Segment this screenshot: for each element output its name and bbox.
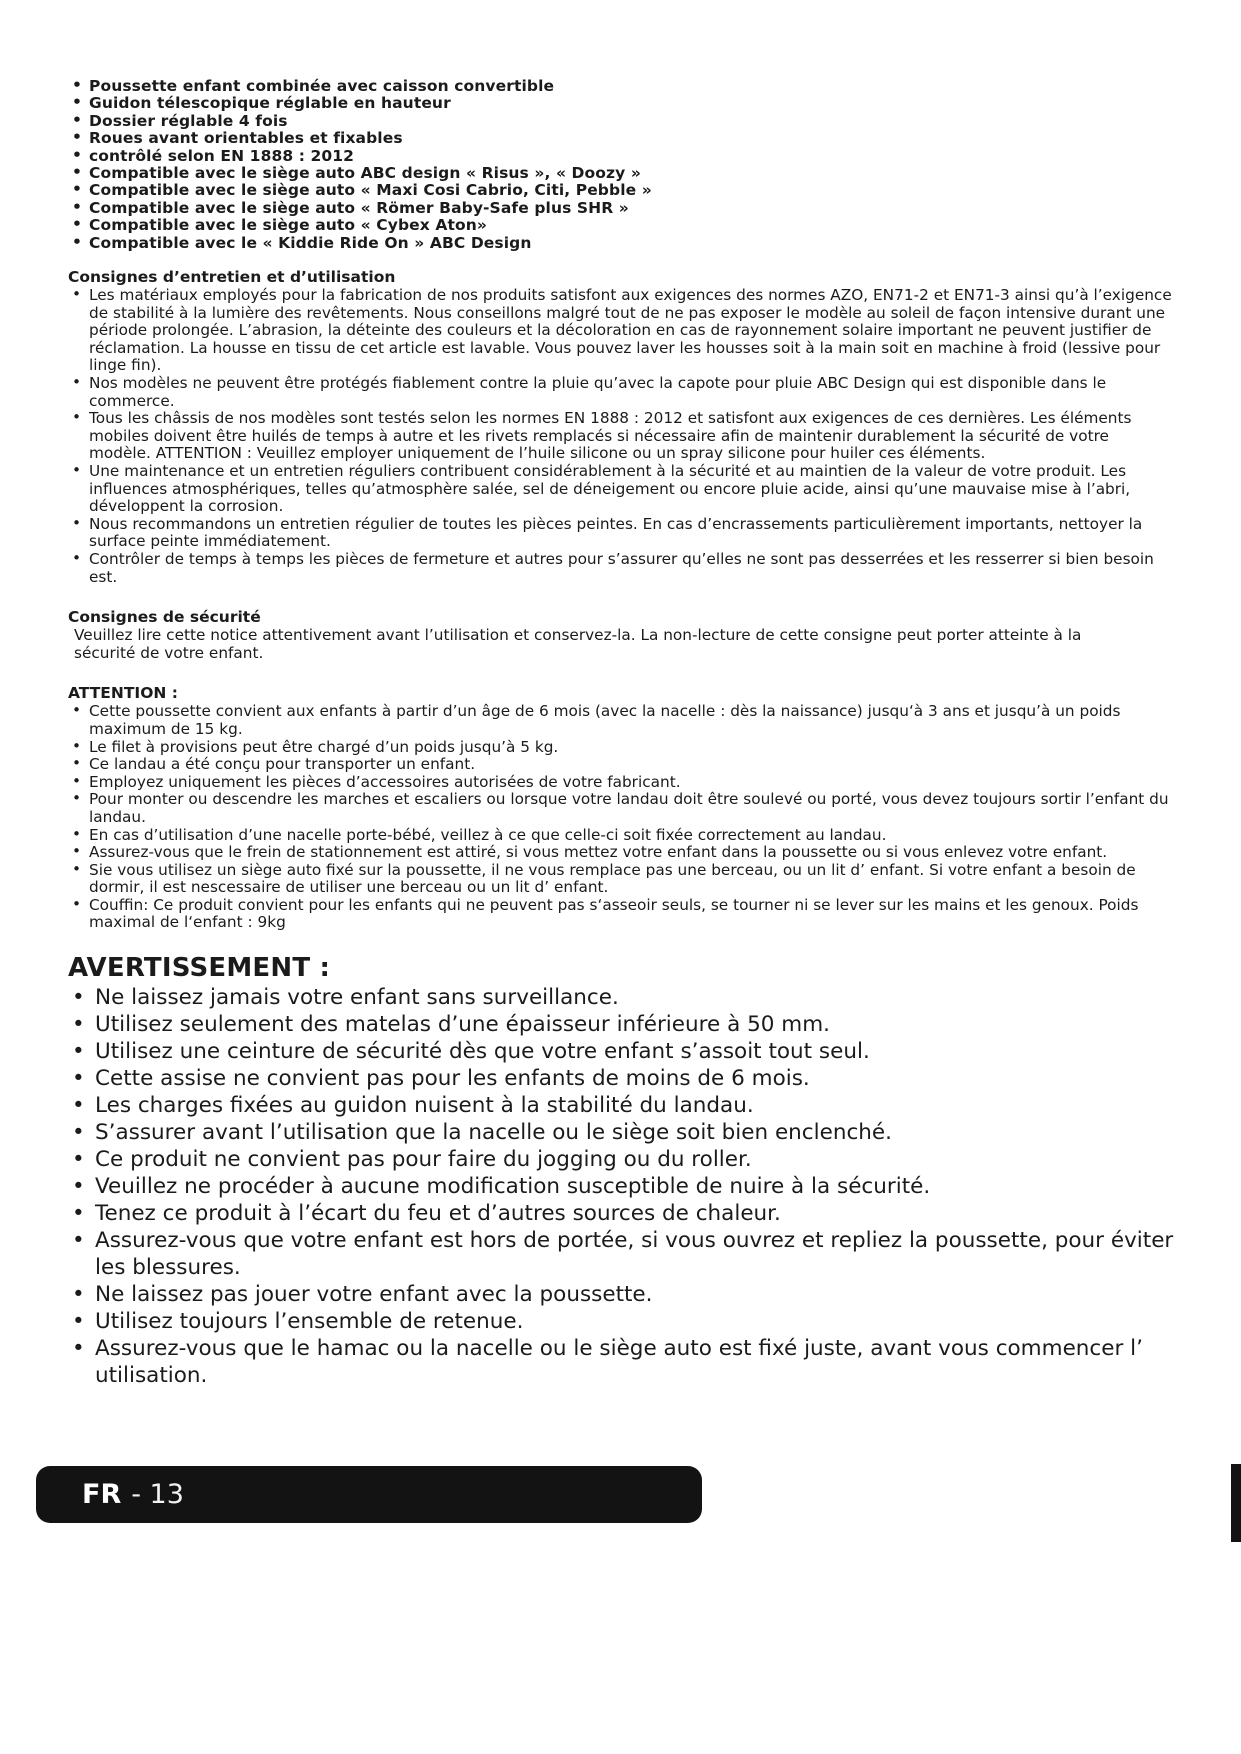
attention-item: • Employez uniquement les pièces d’accessoires autorisées de votre fabricant.	[68, 774, 1175, 792]
feature-item: • Compatible avec le siège auto « Römer Baby-Safe plus SHR »	[68, 200, 1175, 217]
feature-item: • Poussette enfant combinée avec caisson convertible	[68, 78, 1175, 95]
warning-item: • Ne laissez jamais votre enfant sans surveillance.	[68, 984, 1175, 1011]
maintenance-item: • Tous les châssis de nos modèles sont testés selon les normes EN 1888 : 2012 et satisfont aux exigences de ces dernières. Les éléments mobiles doivent être huilés de temps à autre et les rivets remplacés si nécessaire afin de maintenir durablement la sécurité de votre modèle. ATTENTION : Veuillez employer uniquement de l’huile silicone ou un spray silicone pour huiler ces éléments.	[68, 410, 1175, 463]
feature-item: • Roues avant orientables et fixables	[68, 130, 1175, 147]
feature-list	[68, 78, 1175, 252]
warning-item: • Cette assise ne convient pas pour les enfants de moins de 6 mois.	[68, 1065, 1175, 1092]
footer-language-code: FR	[82, 1479, 122, 1510]
warning-section-heading: AVERTISSEMENT :	[68, 953, 331, 984]
warning-item: • Utilisez toujours l’ensemble de retenue.	[68, 1308, 1175, 1335]
warning-item: • Utilisez une ceinture de sécurité dès que votre enfant s’assoit tout seul.	[68, 1038, 1175, 1065]
maintenance-item: • Contrôler de temps à temps les pièces de fermeture et autres pour s’assurer qu’elles ne sont pas desserrées et les resserrer si bien besoin est.	[68, 551, 1175, 586]
feature-item: • Dossier réglable 4 fois	[68, 113, 1175, 130]
warning-item: • Tenez ce produit à l’écart du feu et d’autres sources de chaleur.	[68, 1200, 1175, 1227]
warning-item: • Ne laissez pas jouer votre enfant avec la poussette.	[68, 1281, 1175, 1308]
attention-item: • Pour monter ou descendre les marches et escaliers ou lorsque votre landau doit être soulevé ou porté, vous devez toujours sortir l’enfant du landau.	[68, 791, 1175, 826]
warning-item: • Les charges fixées au guidon nuisent à la stabilité du landau.	[68, 1092, 1175, 1119]
warning-list	[68, 984, 1175, 1389]
attention-item: • Le filet à provisions peut être chargé d’un poids jusqu’à 5 kg.	[68, 739, 1175, 757]
maintenance-item: • Les matériaux employés pour la fabrication de nos produits satisfont aux exigences des normes AZO, EN71-2 et EN71-3 ainsi qu’à l’exigence de stabilité à la lumière des revêtements. Nous conseillons malgré tout de ne pas exposer le modèle au soleil de façon intensive durant une période prolongée. L’abrasion, la déteinte des couleurs et la décoloration en cas de rayonnement solaire important ne peuvent justifier de réclamation. La housse en tissu de cet article est lavable. Vous pouvez laver les housses soit à la main soit en machine à froid (lessive pour linge fin).	[68, 287, 1175, 375]
feature-item: • contrôlé selon EN 1888 : 2012	[68, 148, 1175, 165]
safety-section-heading: Consignes de sécurité	[68, 608, 261, 627]
warning-item: • Assurez-vous que le hamac ou la nacelle ou le siège auto est fixé juste, avant vous commencer l’ utilisation.	[68, 1335, 1175, 1389]
attention-item: • Couffin: Ce produit convient pour les enfants qui ne peuvent pas s‘asseoir seuls, se tourner ni se lever sur les mains et les genoux. Poids maximal de l‘enfant : 9kg	[68, 897, 1175, 932]
warning-item: • S’assurer avant l’utilisation que la nacelle ou le siège soit bien enclenché.	[68, 1119, 1175, 1146]
feature-item: • Compatible avec le siège auto ABC design « Risus », « Doozy »	[68, 165, 1175, 182]
maintenance-item: • Nos modèles ne peuvent être protégés fiablement contre la pluie qu’avec la capote pour pluie ABC Design qui est disponible dans le commerce.	[68, 375, 1175, 410]
maintenance-section-heading: Consignes d’entretien et d’utilisation	[68, 268, 396, 287]
attention-item: • En cas d’utilisation d’une nacelle porte-bébé, veillez à ce que celle-ci soit fixée correctement au landau.	[68, 827, 1175, 845]
maintenance-item: • Une maintenance et un entretien réguliers contribuent considérablement à la sécurité et au maintien de la valeur de votre produit. Les influences atmosphériques, telles qu’atmosphère salée, sel de déneigement ou encore pluie acide, ainsi qu’une mauvaise mise à l’abri, développent la corrosion.	[68, 463, 1175, 516]
footer-page-bar	[36, 1466, 702, 1523]
attention-section-heading: ATTENTION :	[68, 684, 178, 703]
footer-page-number: - 13	[131, 1479, 184, 1510]
attention-item: • Cette poussette convient aux enfants à partir d’un âge de 6 mois (avec la nacelle : dès la naissance) jusqu‘à 3 ans et jusqu’à un poids maximum de 15 kg.	[68, 703, 1175, 738]
maintenance-list	[68, 287, 1175, 586]
feature-item: • Compatible avec le siège auto « Cybex Aton»	[68, 217, 1175, 234]
warning-item: • Utilisez seulement des matelas d’une épaisseur inférieure à 50 mm.	[68, 1011, 1175, 1038]
attention-list	[68, 703, 1175, 932]
warning-item: • Ce produit ne convient pas pour faire du jogging ou du roller.	[68, 1146, 1175, 1173]
attention-item: • Sie vous utilisez un siège auto fixé sur la poussette, il ne vous remplace pas une berceau, ou un lit d’ enfant. Si votre enfant a besoin de dormir, il est nescessaire de utiliser une berceau ou un lit d’ enfant.	[68, 862, 1175, 897]
feature-item: • Compatible avec le siège auto « Maxi Cosi Cabrio, Citi, Pebble »	[68, 182, 1175, 199]
warning-item: • Assurez-vous que votre enfant est hors de portée, si vous ouvrez et repliez la poussette, pour éviter les blessures.	[68, 1227, 1175, 1281]
attention-item: • Ce landau a été conçu pour transporter un enfant.	[68, 756, 1175, 774]
attention-item: • Assurez-vous que le frein de stationnement est attiré, si vous mettez votre enfant dans la poussette ou si vous enlevez votre enfant.	[68, 844, 1175, 862]
page-edge-mark	[1231, 1464, 1241, 1542]
warning-item: • Veuillez ne procéder à aucune modification susceptible de nuire à la sécurité.	[68, 1173, 1175, 1200]
feature-item: • Compatible avec le « Kiddie Ride On » ABC Design	[68, 235, 1175, 252]
feature-item: • Guidon télescopique réglable en hauteur	[68, 95, 1175, 112]
safety-intro-text: Veuillez lire cette notice attentivement avant l’utilisation et conservez-la. La non-lecture de cette consigne peut porter atteinte à la sécurité de votre enfant.	[74, 626, 1082, 662]
maintenance-item: • Nous recommandons un entretien régulier de toutes les pièces peintes. En cas d’encrassements particulièrement importants, nettoyer la surface peinte immédiatement.	[68, 516, 1175, 551]
